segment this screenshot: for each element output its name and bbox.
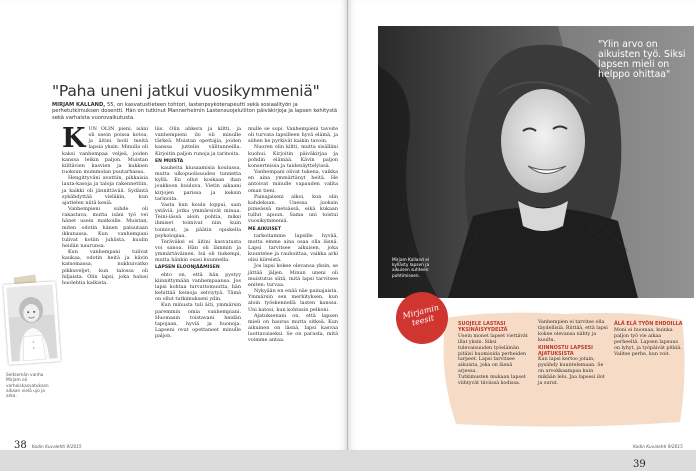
col2-para-1: liis. Olin ahkera ja kiltti, ja vanhempieni ilo oli minulle tärkeä. Muistan opettajia, joiden kanssa juttelin välitunneilla. Kirjoitin paljon runoja ja tarinoita. (155, 126, 241, 157)
byline: MIRJAM KALLAND, (52, 102, 106, 108)
article-lede (52, 102, 342, 121)
tip-1-text: Usein monet lapset viettävät illat yksin. Siksi tulevaisuuden työelämän pitäisi huomioida perheiden tarpeet. Lapsi tarvitsee aikuista, joka on läsnä arjessa. (458, 333, 528, 375)
tip-4-text: Moni ei huomaa, kuinka paljon työ vie aikaa perheeltä. Lapsen lapsuus on lyhyt, ja työpäivät pitkiä. Valitse perhe, kun voit. (614, 327, 682, 357)
tips-column-1 (458, 320, 530, 387)
tips-badge-title: Mirjamin teesit (401, 302, 440, 327)
portrait-photo-caption: Mirjam Kalland ei kyllästy lapsen ja aikuisen suhteen pohtimiseen. (392, 258, 430, 279)
col2-para-6: Kun minusta tuli äiti, ymmärsin paremmin omia vanhempiani. Huomasin toistavani heidän tapojaan, hyviä ja huonoja. Lapseni ovat opettaneet minulle paljon. (155, 302, 241, 340)
right-page-number: 39 (633, 459, 646, 470)
tip-2-text: Vanhempien ei tarvitse olla täydellisiä. Riittää, että lapsi kokee olevansa nähty ja kuultu. (538, 320, 608, 343)
col1-para-3: Vanhempieni suhde oli rakastava, mutta isäni työ vei hänet usein matkoille. Muistan, miten odotin hänen paluutaan ikkunassa. Kun vanhempani tulivat kotiin juhlista, kuulin heidän naurunsa. (62, 206, 148, 249)
col3-para-3: Vanhempani olivat tukena, vaikka en aina ymmärtänyt heitä. He antoivat minulle vapauden valita oman tieni. (248, 169, 338, 194)
col1-para-1: KUN OLIN pieni, isäni oli usein poissa kotoa, ja äitini hoiti meitä lapsia yksin. Minulla oli kaksi vanhempaa veljeä, joiden kanssa leikin paljon. Muistan kiiltävien kasvien ja kukkien tuoksun mummolan puutarhassa. (62, 123, 148, 176)
tip-4-title: ÄLÄ ELÄ TYÖN EHDOILLA (614, 321, 683, 327)
left-footer (14, 433, 82, 452)
col3-para-2: Nuoren olin kiltti, mutta sisälläni kuohui. Kirjoitin päiväkirjaa ja pohdin elämää. Kävin paljon konserteissa ja taidenäyttelyissä. (248, 144, 338, 169)
drop-cap: K (62, 123, 86, 154)
col2-para-2: kauheita kiusaamisia koulussa, mutta ulkopuolisuuden tunnetta kyllä. En ollut koskaan ihan joukkoon kuuluva. Vietin aikaani kirjojen parissa ja keksin tarinoita. (155, 164, 241, 202)
left-page-number: 38 (14, 440, 27, 451)
right-footer (633, 433, 696, 471)
right-magazine-name: Kodin Kuvalehti 9/2015 (633, 445, 683, 450)
col2-para-4: Teräväksi ei äitini kasvatusta voi sanoa. Hän oli lämmin ja ymmärtäväinen. Isä oli tiukempi, mutta hänkin osasi kuunnella. (155, 238, 241, 264)
column-3 (248, 126, 338, 426)
col1-para-4: Kun vanhempani tulivat kaukaa, odotin heitä ja kävin katsomassa, nukkuivatko pikkuveljet, kun talossa oli hiljaista. Olin lapsi, joka halusi huolehtia kaikista. (62, 249, 148, 286)
col2-para-3: Vasta kun koulu loppui, sain ystäviä, jotka ymmärsivät minua. Teini-iässä aloin pohtia, miksi ihmiset toimivat niin kuin toimivat, ja päätin opiskella psykologiaa. (155, 201, 241, 239)
column-2 (155, 126, 241, 426)
tips-column-3 (614, 320, 684, 357)
column-1 (62, 123, 148, 426)
col3-para-5: tarkoitamme lapsille hyvää, mutta emme aina osaa olla läsnä. Lapsi tarvitsee aikuisen, joka kuuntelee ja rauhoittaa, vaikka arki olisi kiireistä. (248, 232, 338, 264)
lede-text: 55, on kasvatustieteen tohtori, lastenpsykoterapeutti sekä sosiaalityön ja perhetutkimuksen dosentti. Hän on tutkinut Mannerheimin Lastensuojeluliiton päiväkirjoja ja lapsen kehitystä sekä varhaista vuorovaikutusta. (52, 102, 338, 121)
col1-para-2: Hengittyväni avattiin, pihkaisia lauta-kasoja ja taloja rakennettiin, ja kaikki oli jännittävää. Sydäntä sykähdyttää vieläkin, kun ajattelen niitä kesiä. (62, 175, 148, 206)
col3-para-1: mulle se sopi. Vanhempieni tavoite oli turvata lapsilleen hyvä elämä, ja siihen he pyrkivät kaikin tavoin. (248, 126, 338, 145)
left-magazine-name: Kodin Kuvalehti 9/2015 (31, 445, 82, 450)
article-headline: "Paha uneni jatkui vuosikymmeniä" (52, 82, 320, 100)
col3-para-8: Ajatuksenani on, että lapsen mieli on hauras mutta sitkeä. Kun aikuinen on läsnä, lapsi kasvaa luottavaiseksi. Se on parasta, mitä voimme antaa. (248, 312, 338, 344)
col2-subhead-1: EN MUISTA (155, 158, 184, 164)
tip-3-text: Kun lapsi kertoo jotain, pysähdy kuuntelemaan. Se on arvokkaampaa kuin mikään lelu. Jaa lapsesi ilot ja surut. (538, 357, 605, 387)
col3-subhead: ME AIKUISET (248, 226, 282, 232)
col2-para-5: ehto on, että hän pystyy kiinnittymään vanhempaansa. Jos lapsi kohtaa turvattomuutta, hän kehittää keinoja selviytyä. Tämä on ollut tutkimukseni ydin. (155, 271, 241, 303)
col3-para-7: Nykyään en enää näe painajaista. Ymmärsin sen merkityksen, kun aloin työskennellä lasten kanssa. Uni katosi, kun kohtasin pelkoni. (248, 288, 338, 313)
tip-1-text-b: Tutkimusten mukaan lapset viihtyvät tiiviissä kodissa. (458, 375, 526, 387)
childhood-photo-caption: Seitsemän vanha Mirjam oli varhaiskasvatuksen aikaan vielä ujo ja arka. (6, 373, 49, 400)
col2-subhead-2: LAPSEN ELOONJÄÄMISEN (155, 265, 220, 271)
tip-1-title: SUOJELE LASTASI YKSINÄISYYDELTÄ (458, 321, 508, 333)
childhood-photo (3, 281, 60, 364)
child-portrait-image (6, 284, 57, 361)
left-page (0, 0, 347, 450)
tip-3-title: KIINNOSTU LAPSESI AJATUKSISTA (538, 344, 593, 357)
col3-para-4: Painajaiseni alkoi, kun olin kahdeksan. Unessa juoksin pimeässä metsässä, eikä kukaan tullut apuun. Sama uni toistui vuosikymmeniä. (248, 193, 338, 225)
col3-para-6: Jos lapsi kokee olevansa yksin, se jättää jäljen. Minun uneni oli muistutus siitä, mitä lapsi tarvitsee eniten: turvaa. (248, 263, 338, 288)
tips-column-2 (538, 320, 610, 387)
pull-quote: "Ylin arvo on aikuisten työ. Siksi lapsen mieli on helppo ohittaa" (598, 39, 686, 80)
